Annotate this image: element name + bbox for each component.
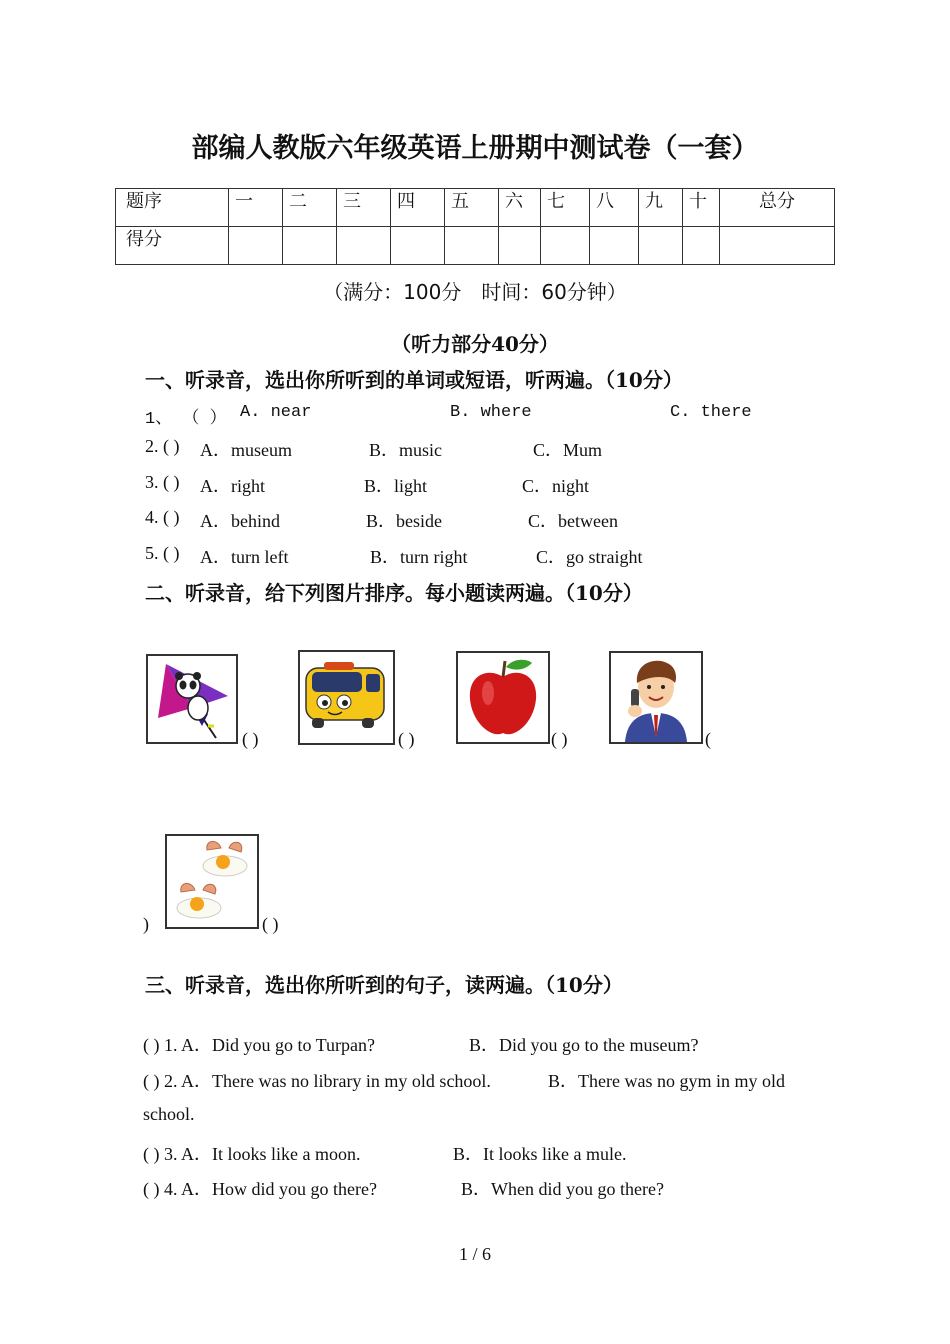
score-cell[interactable]: [229, 227, 283, 265]
score-cell[interactable]: [639, 227, 683, 265]
header-cell: 六: [499, 189, 541, 227]
eggs-picture: [165, 834, 259, 929]
exam-info: （满分：100分 时间：60分钟）: [323, 280, 627, 304]
q-number: 2. ( ): [145, 436, 180, 456]
sentence-question[interactable]: ( ) 4. A．How did you go there?: [143, 1179, 377, 1199]
header-cell: 一: [229, 189, 283, 227]
sentence-question[interactable]: ( ) 3. A．It looks like a moon.: [143, 1144, 361, 1164]
header-cell: 三: [337, 189, 391, 227]
score-table-header-row: [116, 189, 835, 227]
q-number: 3. ( ): [145, 472, 180, 492]
sentence-option-b[interactable]: B．When did you go there?: [461, 1179, 664, 1199]
q1-option-b[interactable]: B. where: [450, 403, 532, 422]
score-row-label: 得分: [116, 227, 229, 265]
option-c[interactable]: C．between: [528, 511, 618, 531]
score-cell[interactable]: [337, 227, 391, 265]
man-on-phone-icon: [611, 653, 701, 742]
apple-picture: [456, 651, 550, 744]
q1-option-a[interactable]: A. near: [240, 403, 312, 422]
option-b[interactable]: B．music: [369, 440, 443, 460]
option-a[interactable]: A．right: [200, 476, 265, 496]
answer-parentheses-open[interactable]: (: [705, 729, 711, 749]
kite-icon: [148, 656, 236, 742]
section2-heading: 二、听录音，给下列图片排序。每小题读两遍。（10分）: [145, 581, 643, 605]
answer-parentheses-close[interactable]: ): [143, 914, 149, 934]
score-table: [115, 188, 835, 265]
header-cell-total: 总分: [720, 189, 835, 227]
option-c[interactable]: C．Mum: [533, 440, 603, 460]
score-cell[interactable]: [541, 227, 590, 265]
sentence-option-b[interactable]: B．It looks like a mule.: [453, 1144, 627, 1164]
sentence-question[interactable]: ( ) 1. A．Did you go to Turpan?: [143, 1035, 376, 1055]
score-table-score-row: [116, 227, 835, 265]
eggs-icon: [167, 836, 257, 927]
score-cell[interactable]: [445, 227, 499, 265]
man-phone-picture: [609, 651, 703, 744]
sentence-continuation: school.: [143, 1104, 195, 1124]
header-cell: 九: [639, 189, 683, 227]
score-cell[interactable]: [683, 227, 720, 265]
header-cell: 二: [283, 189, 337, 227]
q-number: 4. ( ): [145, 507, 180, 527]
sentence-question[interactable]: ( ) 2. A．There was no library in my old school.: [143, 1071, 491, 1091]
section1-heading: 一、听录音，选出你所听到的单词或短语，听两遍。（10分）: [145, 368, 683, 392]
page-title: 部编人教版六年级英语上册期中测试卷（一套）: [191, 133, 759, 164]
answer-parentheses[interactable]: ( ): [262, 914, 279, 934]
answer-parentheses[interactable]: ( ): [398, 729, 415, 749]
answer-parentheses[interactable]: ( ): [551, 729, 568, 749]
option-b[interactable]: B．beside: [366, 511, 442, 531]
score-cell[interactable]: [590, 227, 639, 265]
kite-picture: [146, 654, 238, 744]
section3-heading: 三、听录音，选出你所听到的句子，读两遍。（10分）: [145, 973, 623, 997]
score-cell[interactable]: [283, 227, 337, 265]
page-number: 1 / 6: [458, 1244, 491, 1264]
bus-picture: [298, 650, 395, 745]
answer-parentheses[interactable]: ( ): [242, 729, 259, 749]
q1-option-c[interactable]: C. there: [670, 403, 752, 422]
apple-icon: [458, 653, 548, 742]
option-a[interactable]: A．behind: [200, 511, 280, 531]
header-cell: 四: [391, 189, 445, 227]
option-b[interactable]: B．light: [364, 476, 428, 496]
sentence-option-b[interactable]: B．There was no gym in my old: [548, 1071, 785, 1091]
header-cell: 十: [683, 189, 720, 227]
header-cell: 五: [445, 189, 499, 227]
score-cell[interactable]: [499, 227, 541, 265]
header-cell: 七: [541, 189, 590, 227]
score-cell[interactable]: [391, 227, 445, 265]
option-b[interactable]: B．turn right: [370, 547, 468, 567]
option-c[interactable]: C．go straight: [536, 547, 643, 567]
header-cell: 题序: [116, 189, 229, 227]
q1-number: 1、 （ ）: [145, 410, 227, 429]
listening-part-label: （听力部分40分）: [391, 332, 559, 356]
score-cell[interactable]: [720, 227, 835, 265]
sentence-option-b[interactable]: B．Did you go to the museum?: [469, 1035, 699, 1055]
q-number: 5. ( ): [145, 543, 180, 563]
option-c[interactable]: C．night: [522, 476, 590, 496]
option-a[interactable]: A．turn left: [200, 547, 289, 567]
option-a[interactable]: A．museum: [200, 440, 292, 460]
bus-icon: [300, 652, 393, 743]
header-cell: 八: [590, 189, 639, 227]
